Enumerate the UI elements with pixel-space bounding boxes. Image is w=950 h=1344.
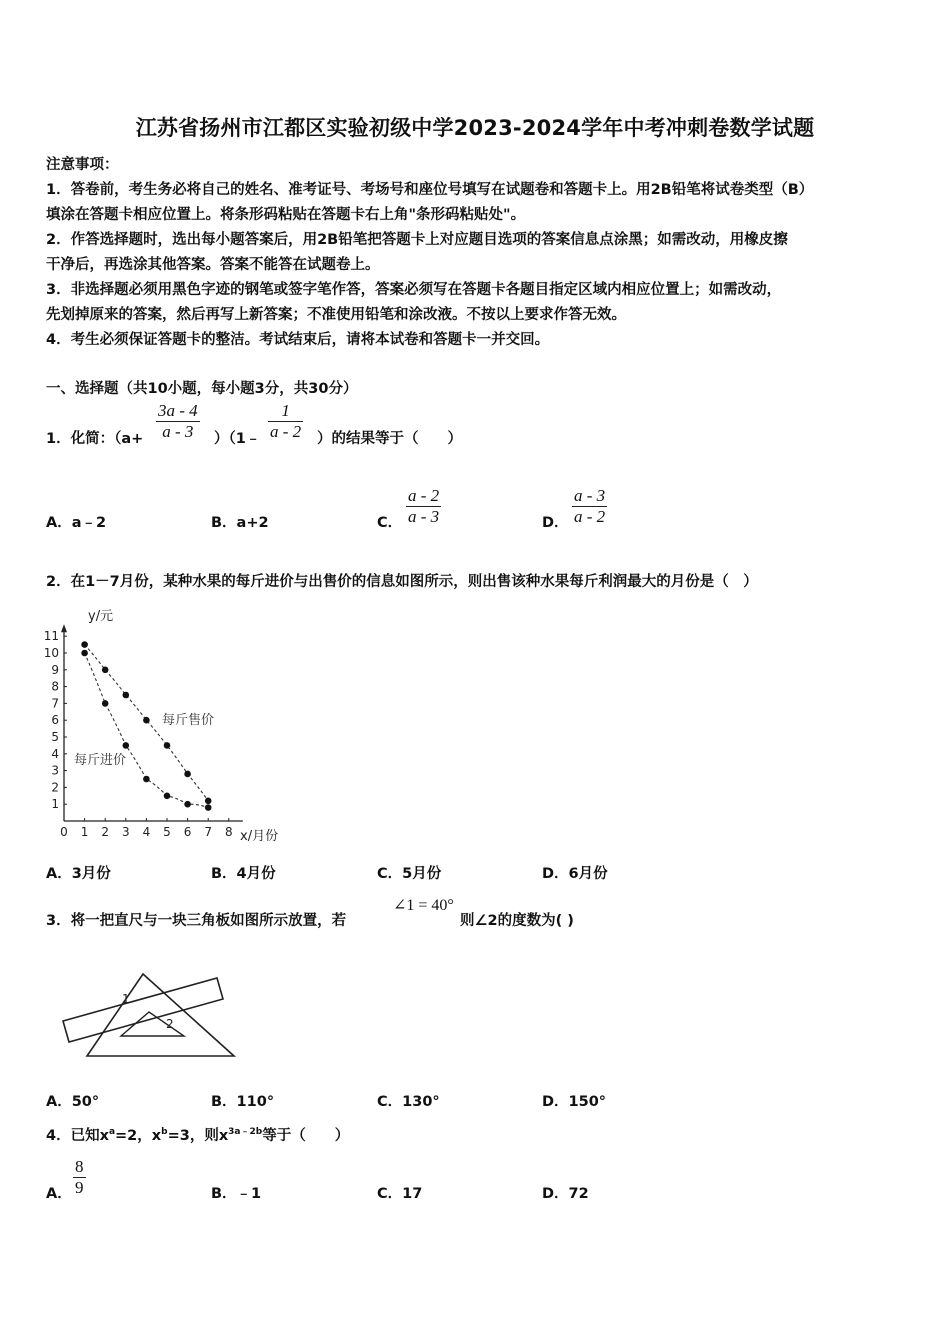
y-axis-arrow [61, 624, 67, 632]
triangle-inner-hole [121, 1012, 184, 1036]
y-tick-label: 11 [43, 629, 59, 644]
series-point-0 [123, 692, 130, 699]
x-tick-label: 3 [121, 825, 130, 839]
x-tick-label: 4 [142, 825, 151, 839]
fraction-denominator: 9 [75, 1178, 84, 1197]
x-tick-label: 6 [183, 825, 192, 839]
notice-heading: 注意事项： [46, 157, 119, 173]
q4-option-b[interactable]: B．﹣1 [211, 1186, 262, 1202]
x-tick-label: 7 [204, 825, 213, 839]
series-point-0 [102, 667, 109, 674]
angle-1-label: 1 [122, 992, 130, 1006]
notice-line: 填涂在答题卡相应位置上。将条形码粘贴在答题卡右上角"条形码粘贴处"。 [46, 207, 526, 223]
notice-line: 干净后，再选涂其他答案。答案不能答在试题卷上。 [46, 257, 380, 273]
y-tick-label: 2 [51, 780, 59, 795]
q3-prefix: 3．将一把直尺与一块三角板如图所示放置，若 [46, 913, 347, 929]
angle-2-label: 2 [166, 1017, 174, 1031]
q1-option-b[interactable]: B．a+2 [211, 515, 269, 531]
section-heading: 一、选择题（共10小题，每小题3分，共30分） [46, 381, 358, 397]
x-tick-label: 0 [60, 825, 68, 839]
series-point-1 [184, 801, 191, 808]
series-point-1 [205, 804, 212, 811]
q1-fraction-1 [156, 401, 200, 442]
q4-prefix: 4．已知x [46, 1128, 109, 1144]
q4-sup-a: a [108, 1127, 116, 1138]
y-tick-label: 9 [51, 662, 59, 677]
series-label-sell: 每斤售价 [162, 713, 215, 728]
q4-option-d[interactable]: D．72 [542, 1186, 589, 1202]
series-point-0 [81, 641, 88, 648]
triangle-board-shape [87, 974, 234, 1056]
y-tick-label: 5 [51, 730, 59, 744]
q3-option-b[interactable]: B．110° [211, 1094, 275, 1110]
x-tick-label: 5 [163, 825, 171, 839]
x-tick-label: 8 [224, 825, 233, 839]
fraction-denominator: a - 2 [270, 422, 302, 441]
y-tick-label: 1 [51, 797, 59, 812]
q4-option-c[interactable]: C．17 [377, 1186, 423, 1202]
x-axis-label: x/月份 [240, 829, 279, 844]
q4-sup-b: b [161, 1127, 168, 1138]
q3-option-a[interactable]: A．50° [46, 1094, 100, 1110]
q1-option-c-fraction [406, 486, 441, 527]
y-tick-label: 10 [43, 646, 59, 660]
x-tick-label: 1 [80, 825, 89, 839]
q2-option-d[interactable]: D．6月份 [542, 866, 608, 882]
q4-sup-exponent: 3a﹣2b [228, 1127, 263, 1138]
fraction-denominator: a - 3 [156, 421, 200, 442]
fraction-numerator: 1 [281, 401, 290, 420]
y-axis-label: y/元 [88, 609, 114, 624]
q3-option-c[interactable]: C．130° [377, 1094, 440, 1110]
q2-option-c[interactable]: C．5月份 [377, 866, 442, 882]
q4-mid2: =3，则x [167, 1128, 229, 1144]
y-tick-label: 4 [51, 746, 59, 761]
q3-suffix: 则∠2的度数为( ) [460, 913, 574, 929]
q4-option-a[interactable]: A． [46, 1186, 72, 1202]
series-point-1 [143, 776, 150, 783]
notice-line: 3．非选择题必须用黑色字迹的钢笔或签字笔作答，答案必须写在答题卡各题目指定区域内相应位置上；如需改动， [46, 282, 782, 298]
fraction-numerator: a - 2 [408, 486, 440, 505]
q1-option-c[interactable]: C． [377, 515, 403, 531]
ruler-shape [63, 978, 223, 1042]
chart-axes [61, 624, 243, 821]
q2-text: 2．在1－7月份，某种水果的每斤进价与出售价的信息如图所示，则出售该种水果每斤利润最大的月份是（ ） [46, 574, 758, 590]
q2-option-a[interactable]: A．3月份 [46, 866, 111, 882]
series-point-1 [81, 650, 88, 657]
notice-line: 2．作答选择题时，选出每小题答案后，用2B铅笔把答题卡上对应题目选项的答案信息点涂黑；如需改动，用橡皮擦 [46, 232, 788, 248]
q3-angle-expression: ∠1 = 40° [393, 897, 454, 914]
q4-option-a-fraction [73, 1157, 86, 1198]
series-point-0 [164, 742, 171, 749]
q3-option-d[interactable]: D．150° [542, 1094, 607, 1110]
series-point-0 [184, 771, 191, 778]
y-tick-label: 8 [51, 679, 59, 694]
fraction-numerator: 8 [75, 1157, 84, 1176]
q1-fraction-2 [268, 401, 303, 442]
y-tick-label: 3 [51, 763, 59, 778]
ruler-triangle-figure [55, 960, 245, 1065]
series-point-1 [164, 793, 171, 800]
q4-suffix: 等于（ ） [262, 1128, 350, 1144]
series-label-cost: 每斤进价 [74, 753, 127, 768]
fraction-numerator: 3a - 4 [158, 401, 198, 420]
q1-option-d[interactable]: D． [542, 515, 569, 531]
series-point-0 [143, 717, 150, 724]
series-curve-1 [85, 653, 209, 808]
q1-middle: ）（1﹣ [214, 431, 261, 447]
q1-suffix: ）的结果等于（ ） [317, 431, 462, 447]
q1-prefix: 1．化简：（a+ [46, 431, 144, 447]
q1-option-d-fraction [572, 486, 607, 527]
series-point-1 [123, 742, 130, 749]
y-tick-label: 7 [51, 696, 59, 711]
q2-option-b[interactable]: B．4月份 [211, 866, 276, 882]
notice-line: 先划掉原来的答案，然后再写上新答案；不准使用铅笔和涂改液。不按以上要求作答无效。 [46, 307, 626, 323]
fraction-numerator: a - 3 [574, 486, 606, 505]
x-tick-label: 2 [101, 825, 110, 839]
series-point-0 [205, 798, 212, 805]
notice-line: 4．考生必须保证答题卡的整洁。考试结束后，请将本试卷和答题卡一并交回。 [46, 332, 550, 348]
q4-mid1: =2，x [115, 1128, 162, 1144]
price-chart [38, 600, 298, 848]
fraction-denominator: a - 3 [408, 507, 440, 526]
q1-option-a[interactable]: A．a﹣2 [46, 515, 107, 531]
chart-ticks [44, 629, 233, 839]
fraction-denominator: a - 2 [574, 507, 606, 526]
series-point-1 [102, 700, 109, 707]
page-title: 江苏省扬州市江都区实验初级中学2023-2024学年中考冲刺卷数学试题 [135, 116, 815, 140]
y-tick-label: 6 [51, 713, 59, 728]
q4-question [46, 1124, 349, 1145]
notice-line: 1．答卷前，考生务必将自己的姓名、准考证号、考场号和座位号填写在试题卷和答题卡上。用2B铅笔将试卷类型（B） [46, 182, 814, 198]
